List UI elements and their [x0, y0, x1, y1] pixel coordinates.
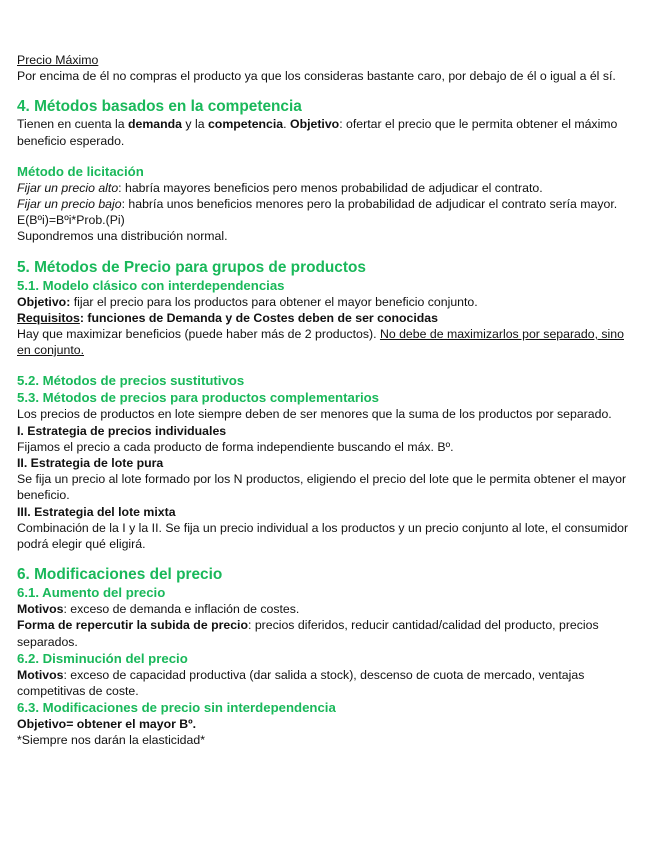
document-page [17, 52, 632, 749]
precio-maximo-title: Precio Máximo [17, 53, 99, 67]
section-6-2-heading: 6.2. Disminución del precio [17, 650, 188, 666]
precio-maximo-text: Por encima de él no compras el producto ya que los consideras bastante caro, por debajo de él o igual a él sí. [17, 69, 616, 84]
section-5-3-heading: 5.3. Métodos de precios para productos complementarios [17, 390, 380, 406]
maximizar-text: Hay que maximizar beneficios (puede haber más de 2 productos). No debe de maximizarlos por separado, sino en conjunto. [17, 327, 624, 358]
section-6-1-heading: 6.1. Aumento del precio [17, 585, 166, 601]
estrategia-1-title: I. Estrategia de precios individuales [17, 423, 227, 438]
forma-repercutir: Forma de repercutir la subida de precio: precios diferidos, reducir cantidad/calidad del producto, precios separados. [17, 618, 599, 649]
section-5-2-heading: 5.2. Métodos de precios sustitutivos [17, 373, 245, 389]
estrategia-2-text: Se fija un precio al lote formado por los N productos, eligiendo el precio del lote que le permita obtener el mayor beneficio. [17, 472, 627, 503]
objetivo-5-1: Objetivo: fijar el precio para los productos para obtener el mayor beneficio conjunto. [17, 294, 478, 309]
section-5-1-heading: 5.1. Modelo clásico con interdependencias [17, 277, 285, 293]
estrategia-2-title: II. Estrategia de lote pura [17, 456, 164, 471]
section-5-heading: 5. Métodos de Precio para grupos de productos [17, 258, 366, 276]
section-4-heading: 4. Métodos basados en la competencia [17, 98, 302, 116]
section-6-heading: 6. Modificaciones del precio [17, 566, 223, 584]
formula: E(Bºi)=Bºi*Prob.(Pi) [17, 213, 125, 228]
licitacion-heading: Método de licitación [17, 163, 144, 179]
elasticidad-note: *Siempre nos darán la elasticidad* [17, 733, 205, 748]
normal-distribution-text: Supondremos una distribución normal. [17, 229, 228, 244]
estrategia-3-title: III. Estrategia del lote mixta [17, 504, 176, 519]
motivos-6-2: Motivos: exceso de capacidad productiva (dar salida a stock), descenso de cuota de mercado, ventajas competitivas de coste. [17, 667, 585, 699]
requisitos-5-1: Requisitos: funciones de Demanda y de Costes deben de ser conocidas [17, 310, 438, 325]
estrategia-3-text: Combinación de la I y la II. Se fija un precio individual a los productos y un precio conjunto al lote, el consumidor podrá elegir qué eligirá. [17, 520, 629, 552]
motivos-6-1: Motivos: exceso de demanda e inflación de costes. [17, 602, 300, 617]
precio-bajo-text: Fijar un precio bajo: habría unos beneficios menores pero la probabilidad de adjudicar el contrato sería mayor. [17, 197, 618, 212]
lote-text: Los precios de productos en lote siempre deben de ser menores que la suma de los productos por separado. [17, 407, 612, 422]
section-4-paragraph: Tienen en cuenta la demanda y la competencia. Objetivo: ofertar el precio que le permita obtener el máximo beneficio esperado. [17, 117, 618, 148]
estrategia-1-text: Fijamos el precio a cada producto de forma independiente buscando el máx. Bº. [17, 439, 454, 454]
objetivo-6-3: Objetivo= obtener el mayor Bº. [17, 717, 197, 732]
precio-alto-text: Fijar un precio alto: habría mayores beneficios pero menos probabilidad de adjudicar el contrato. [17, 180, 543, 195]
section-6-3-heading: 6.3. Modificaciones de precio sin interdependencia [17, 700, 336, 716]
